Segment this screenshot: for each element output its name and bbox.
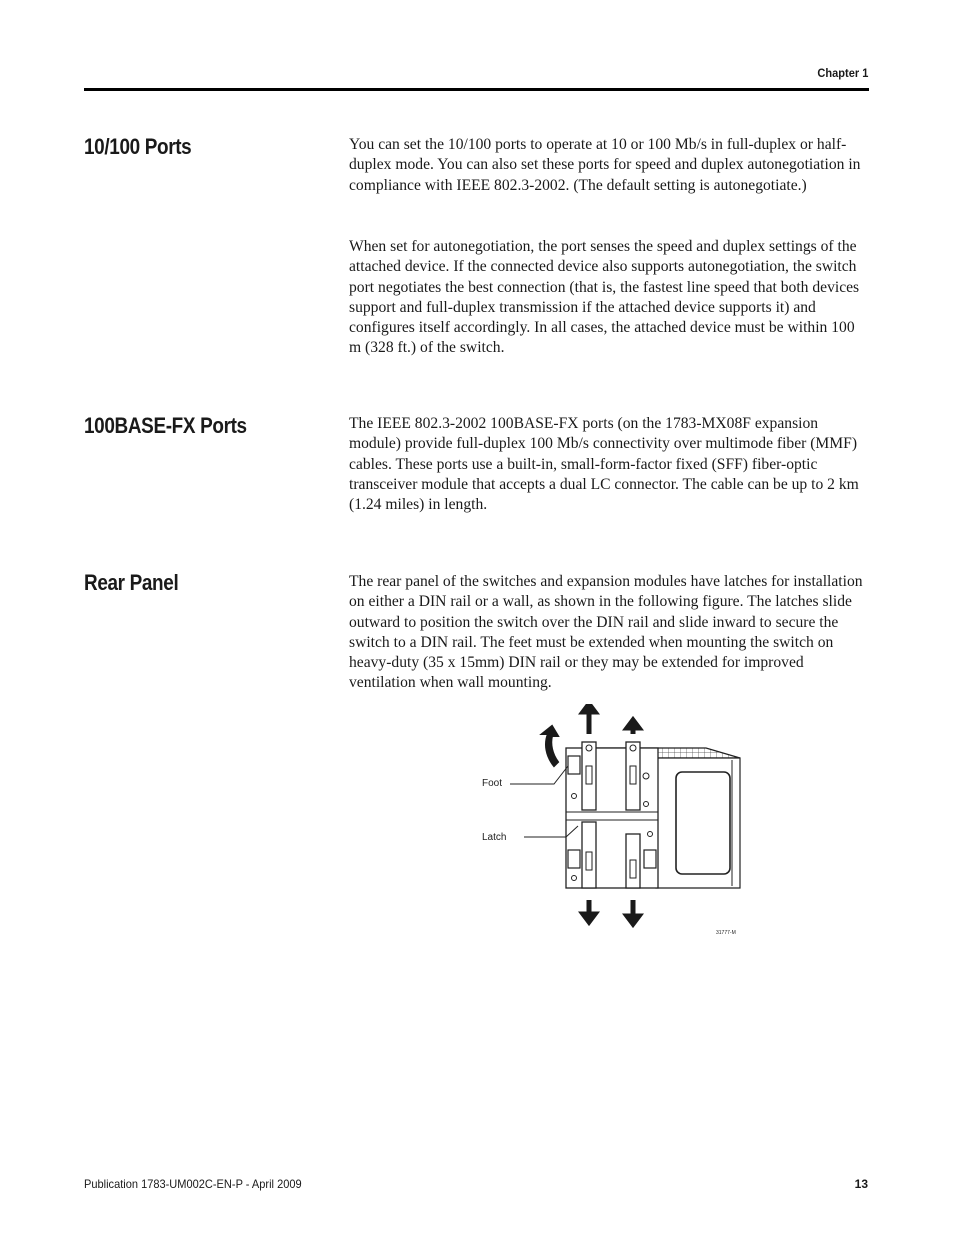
- latch-up-arrow-right: [627, 720, 639, 734]
- side-panel-recess: [676, 772, 730, 874]
- rear-panel-drawing: [470, 704, 760, 944]
- foot-leader-line: [510, 766, 568, 784]
- section-heading-10-100-ports: 10/100 Ports: [84, 134, 192, 159]
- latch-down-arrow-left: [583, 900, 595, 922]
- foot-label: Foot: [482, 778, 503, 789]
- figure-id: 31777-M: [716, 930, 736, 936]
- paragraph-100base-fx-ports: The IEEE 802.3-2002 100BASE-FX ports (on the 1783-MX08F expansion module) provide full-duplex 100 Mb/s connectivity over multimode fiber (MMF) cables. These ports use a built-in, small-form-factor fixed (SFF) fiber-optic transceiver module that accepts a dual LC connector. The cable can be up to 2 km (1.24 miles) in length.: [349, 415, 859, 514]
- page-number: 13: [854, 1177, 868, 1191]
- section-heading-rear-panel: Rear Panel: [84, 570, 179, 595]
- paragraph-10-100-ports-2: When set for autonegotiation, the port senses the speed and duplex settings of the attached device. If the connected device also supports autonegotiation, the switch port negotiates the best connection (that is, the fastest line speed that both devices support and full-duplex transmission if the attached device supports it) and configures itself accordingly. In all cases, the attached device must be within 100 m (328 ft.) of the switch.: [349, 238, 860, 357]
- chapter-label: Chapter 1: [817, 66, 868, 80]
- publication-footer: Publication 1783-UM002C-EN-P - April 2009: [84, 1177, 302, 1191]
- paragraph-rear-panel: The rear panel of the switches and expansion modules have latches for installation on either a DIN rail or a wall, as shown in the following figure. The latches slide outward to position the switch over the DIN rail and slide inward to secure the switch to a DIN rail. The feet must be extended when mounting the switch on heavy-duty (35 x 15mm) DIN rail or they may be extended for improved ventilation when wall mounting.: [349, 573, 863, 692]
- latch-up-arrow-left: [583, 704, 595, 734]
- section-heading-100base-fx-ports: 100BASE-FX Ports: [84, 413, 247, 438]
- paragraph-10-100-ports-1: You can set the 10/100 ports to operate at 10 or 100 Mb/s in full-duplex or half-duplex mode. You can also set these ports for speed and duplex autonegotiation in compliance with IEEE 802.3-2002. (The default setting is autonegotiate.): [349, 136, 861, 194]
- latch-label: Latch: [482, 832, 507, 843]
- latch-down-arrow-right: [627, 900, 639, 924]
- foot-rotate-arrow: [542, 726, 558, 766]
- foot: [568, 756, 580, 774]
- rear-panel-figure: [470, 704, 760, 944]
- header-rule: [84, 88, 869, 91]
